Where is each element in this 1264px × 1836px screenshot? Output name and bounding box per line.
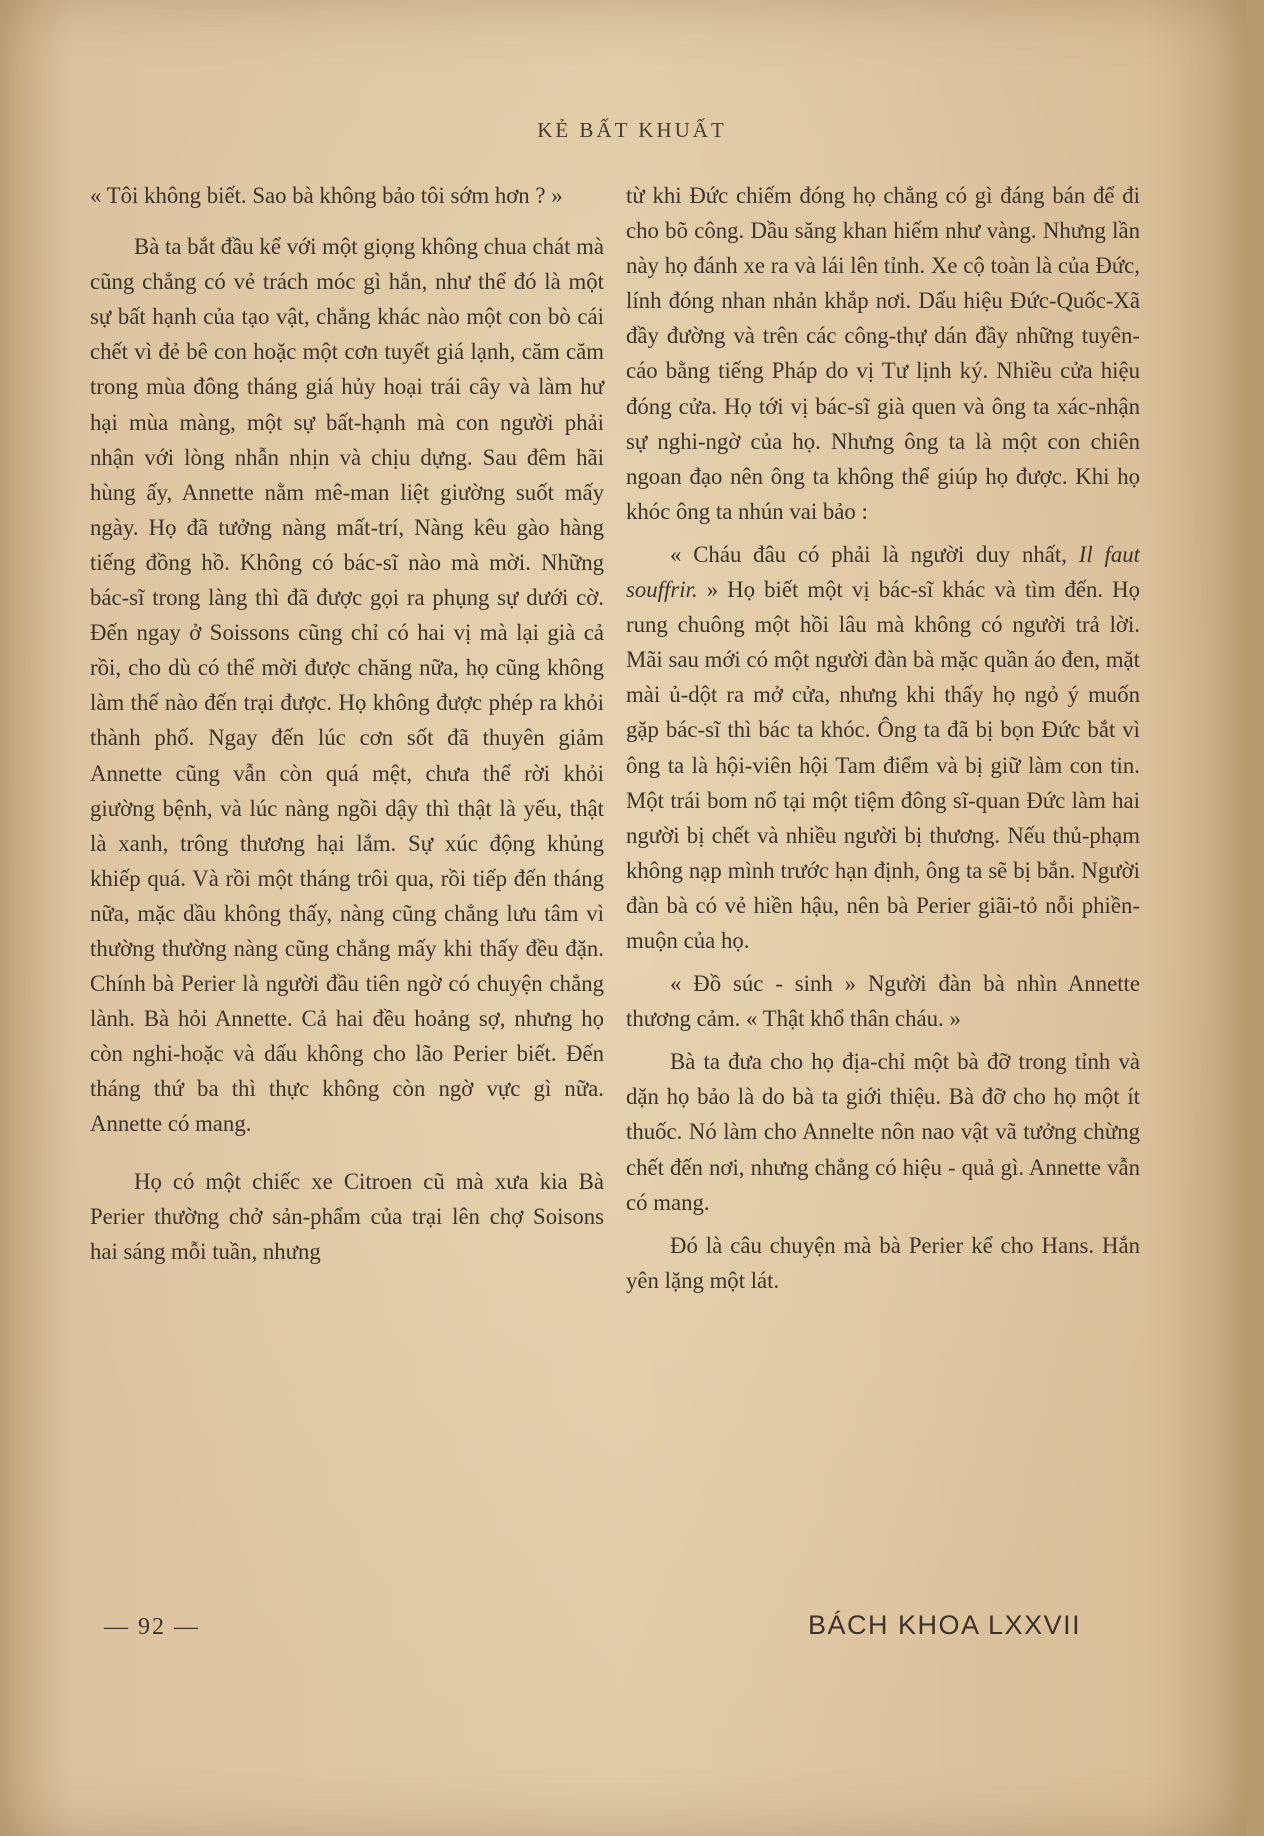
right-paragraph-4: Bà ta đưa cho họ địa-chỉ một bà đỡ trong tỉnh và dặn họ bảo là do bà ta giới thiệu. Bà đỡ cho họ một ít thuốc. Nó làm cho Annelte nôn nao vật vã tưởng chừng chết đến nơi, nhưng chẳng có hiệu - quả gì. Annette vẫn có mang.: [626, 1049, 1140, 1215]
left-paragraph-3: Họ có một chiếc xe Citroen cũ mà xưa kia Bà Perier thường chở sản-phẩm của trại lên chợ Soisons hai sáng mỗi tuần, nhưng: [90, 1168, 604, 1264]
left-paragraph-1: « Tôi không biết. Sao bà không bảo tôi sớm hơn ? »: [90, 183, 563, 208]
right-paragraph-2: [626, 537, 1140, 958]
right-paragraph-3: « Đồ súc - sinh » Người đàn bà nhìn Annette thương cảm. « Thật khổ thân cháu. »: [626, 971, 1140, 1032]
right-column: [626, 178, 1140, 1306]
running-header: KẺ BẤT KHUẤT: [537, 118, 727, 142]
page-number: — 92 —: [104, 1614, 200, 1640]
quote-start: « Cháu đâu có phải là người duy nhất,: [670, 541, 1067, 567]
right-paragraph-5: Đó là câu chuyện mà bà Perier kể cho Hans. Hắn yên lặng một lát.: [626, 1232, 1140, 1293]
magazine-issue: BÁCH KHOA LXXVII: [808, 1610, 1082, 1640]
left-column: [90, 178, 604, 1277]
right-paragraph-1: từ khi Đức chiếm đóng họ chẳng có gì đáng bán để đi cho bõ công. Dầu săng khan hiếm như vàng. Nhưng lần này họ đánh xe ra và lái lên tỉnh. Xe cộ toàn là của Đức, lính đóng nhan nhản khắp nơi. Dấu hiệu Đức-Quốc-Xã đầy đường và trên các công-thự dán đầy những tuyên-cáo bằng tiếng Pháp do vị Tư lịnh ký. Nhiều cửa hiệu đóng cửa. Họ tới vị bác-sĩ già quen và ông ta xác-nhận sự nghi-ngờ của họ. Nhưng ông ta là một con chiên ngoan đạo nên ông ta không thể giúp họ được. Khi họ khóc ông ta nhún vai bảo :: [626, 183, 1140, 524]
left-paragraph-2: Bà ta bắt đầu kể với một giọng không chua chát mà cũng chẳng có vẻ trách móc gì hắn, như thể đó là một sự bất hạnh của tạo vật, chẳng khác nào một con bò cái chết vì đẻ bê con hoặc một cơn tuyết giá lạnh, căm căm trong mùa đông tháng giá hủy hoại trái cây và làm hư hại mùa màng, một sự bất-hạnh mà con người phải nhận với lòng nhẫn nhịn và chịu dựng. Sau đêm hãi hùng ấy, Annette nằm mê-man liệt giường suốt mấy ngày. Họ đã tưởng nàng mất-trí, Nàng kêu gào hàng tiếng đồng hồ. Không có bác-sĩ nào mà mời. Những bác-sĩ trong làng thì đã được gọi ra phụng sự dưới cờ. Đến ngay ở Soissons cũng chỉ có hai vị mà lại già cả rồi, cho dù có thể mời được chăng nữa, họ cũng không làm thế nào đến trại được. Họ không được phép ra khỏi thành phố. Ngay đến lúc cơn sốt đã thuyên giảm Annette cũng vẫn còn quá mệt, chưa thể rời khỏi giường bệnh, và lúc nàng ngồi dậy thì thật là yếu, thật là xanh, trông thương hại lắm. Sự xúc động khủng khiếp quá. Và rồi một tháng trôi qua, rồi tiếp đến tháng nữa, mặc dầu không thấy, nàng cũng chẳng lưu tâm vì thường thường nàng cũng chẳng mấy khi thấy đều đặn. Chính bà Perier là người đầu tiên ngờ có chuyện chẳng lành. Bà hỏi Annette. Cả hai đều hoảng sợ, nhưng họ còn nghi-hoặc và dấu không cho lão Perier biết. Đến tháng thứ ba thì thực không còn ngờ vực gì nữa. Annette có mang.: [90, 234, 604, 1137]
french-phrase: Il faut souffrir.: [626, 541, 1140, 603]
quote-rest: » Họ biết một vị bác-sĩ khác và tìm đến. Họ rung chuông một hồi lâu mà không có người trả lời. Mãi sau mới có một người đàn bà mặc quần áo đen, mặt mài ủ-dột ra mở cửa, nhưng khi thấy họ ngỏ ý muốn gặp bác-sĩ thì bác ta khóc. Ông ta đã bị bọn Đức bắt vì ông ta là hội-viên hội Tam điểm và bị giữ làm con tin. Một trái bom nổ tại một tiệm đông sĩ-quan Đức làm hai người bị chết và nhiều người bị thương. Nếu thủ-phạm không nạp mình trước hạn định, ông ta sẽ bị bắn. Người đàn bà có vẻ hiền hậu, nên bà Perier giãi-tỏ nỗi phiền-muộn của họ.: [626, 577, 1140, 953]
